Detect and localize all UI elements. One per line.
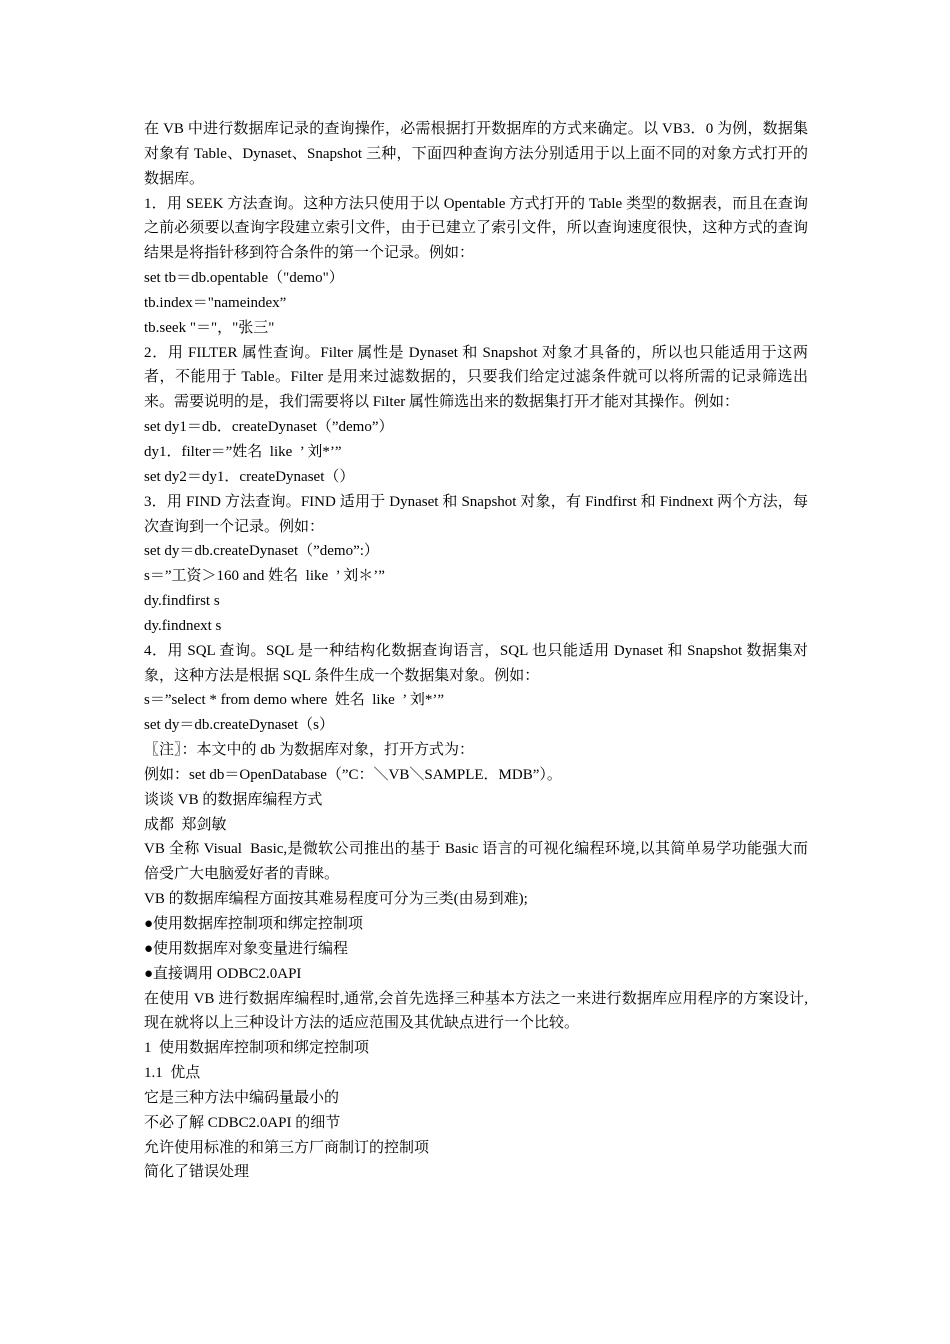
paragraph-vb-intro: VB 全称 Visual Basic,是微软公司推出的基于 Basic 语言的可视化编程环境,以其简单易学功能强大而倍受广大电脑爱好者的青睐。 <box>144 841 808 883</box>
code-line: set dy1＝db．createDynaset（”demo”） <box>144 419 394 436</box>
section-heading: 1 使用数据库控制项和绑定控制项 <box>144 1040 370 1057</box>
list-item: 不必了解 CDBC2.0API 的细节 <box>144 1114 341 1131</box>
code-line: tb.index＝"nameindex” <box>144 294 287 311</box>
code-line: dy.findfirst s <box>144 593 220 610</box>
paragraph-filter-method: 2．用 FILTER 属性查询。Filter 属性是 Dynaset 和 Snapshot 对象才具备的，所以也只能适用于这两者，不能用于 Table。Filter 是用来过滤数据的，只要我们给定过滤条件就可以将所需的记录筛选出来。需要说明的是，我们需要将以 Filter 属性筛选出来的数据集打开才能对其操作。例如： <box>144 344 808 411</box>
list-item: 简化了错误处理 <box>144 1164 250 1181</box>
article-author: 成都 郑剑敏 <box>144 816 227 833</box>
code-line: set dy＝db.createDynaset（s） <box>144 717 334 734</box>
list-item: 它是三种方法中编码量最小的 <box>144 1089 340 1106</box>
paragraph-seek-method: 1．用 SEEK 方法查询。这种方法只使用于以 Opentable 方式打开的 Table 类型的数据表，而且在查询之前必须要以查询字段建立索引文件，由于已建立了索引文件，所以查询速度很快，这种方式的查询结果是将指针移到符合条件的第一个记录。例如： <box>144 195 808 262</box>
document-page <box>144 117 812 1185</box>
bullet-item: ●使用数据库控制项和绑定控制项 <box>144 916 364 932</box>
code-line: s＝”select * from demo where 姓名 like ’ 刘*’” <box>144 692 445 709</box>
article-title: 谈谈 VB 的数据库编程方式 <box>144 791 323 808</box>
bullet-item: ●使用数据库对象变量进行编程 <box>144 940 349 957</box>
list-item: 允许使用标准的和第三方厂商制订的控制项 <box>144 1139 430 1156</box>
paragraph-categories: VB 的数据库编程方面按其难易程度可分为三类(由易到难); <box>144 891 528 908</box>
code-line: set tb＝db.opentable（"demo"） <box>144 270 344 287</box>
code-line: dy1．filter＝”姓名 like ’ 刘*’” <box>144 443 342 460</box>
paragraph-find-method: 3．用 FIND 方法查询。FIND 适用于 Dynaset 和 Snapshot 对象，有 Findfirst 和 Findnext 两个方法，每次查询到一个记录。例如： <box>144 493 808 535</box>
paragraph-note: 〖注〗：本文中的 db 为数据库对象，打开方式为： <box>144 742 475 759</box>
bullet-item: ●直接调用 ODBC2.0API <box>144 965 302 982</box>
code-line: set dy＝db.createDynaset（”demo”:） <box>144 543 379 560</box>
code-line: s＝”工资＞160 and 姓名 like ’ 刘＊’” <box>144 568 385 585</box>
paragraph-comparison: 在使用 VB 进行数据库编程时,通常,会首先选择三种基本方法之一来进行数据库应用程序的方案设计, 现在就将以上三种设计方法的适应范围及其优缺点进行一个比较。 <box>144 990 812 1032</box>
paragraph-sql-method: 4．用 SQL 查询。SQL 是一种结构化数据查询语言，SQL 也只能适用 Dynaset 和 Snapshot 数据集对象，这种方法是根据 SQL 条件生成一个数据集对象。例如： <box>144 642 808 684</box>
paragraph-intro: 在 VB 中进行数据库记录的查询操作，必需根据打开数据库的方式来确定。以 VB3．0 为例，数据集对象有 Table、Dynaset、Snapshot 三种，下面四种查询方法分别适用于以上面不同的对象方式打开的数据库。 <box>144 121 808 187</box>
code-line: tb.seek "＝"，"张三" <box>144 319 275 336</box>
code-line: dy.findnext s <box>144 617 222 634</box>
paragraph-example: 例如：set db＝OpenDatabase（”C：＼VB＼SAMPLE．MDB”）。 <box>144 766 562 783</box>
code-line: set dy2＝dy1．createDynaset（） <box>144 468 355 485</box>
subsection-heading: 1.1 优点 <box>144 1065 201 1082</box>
